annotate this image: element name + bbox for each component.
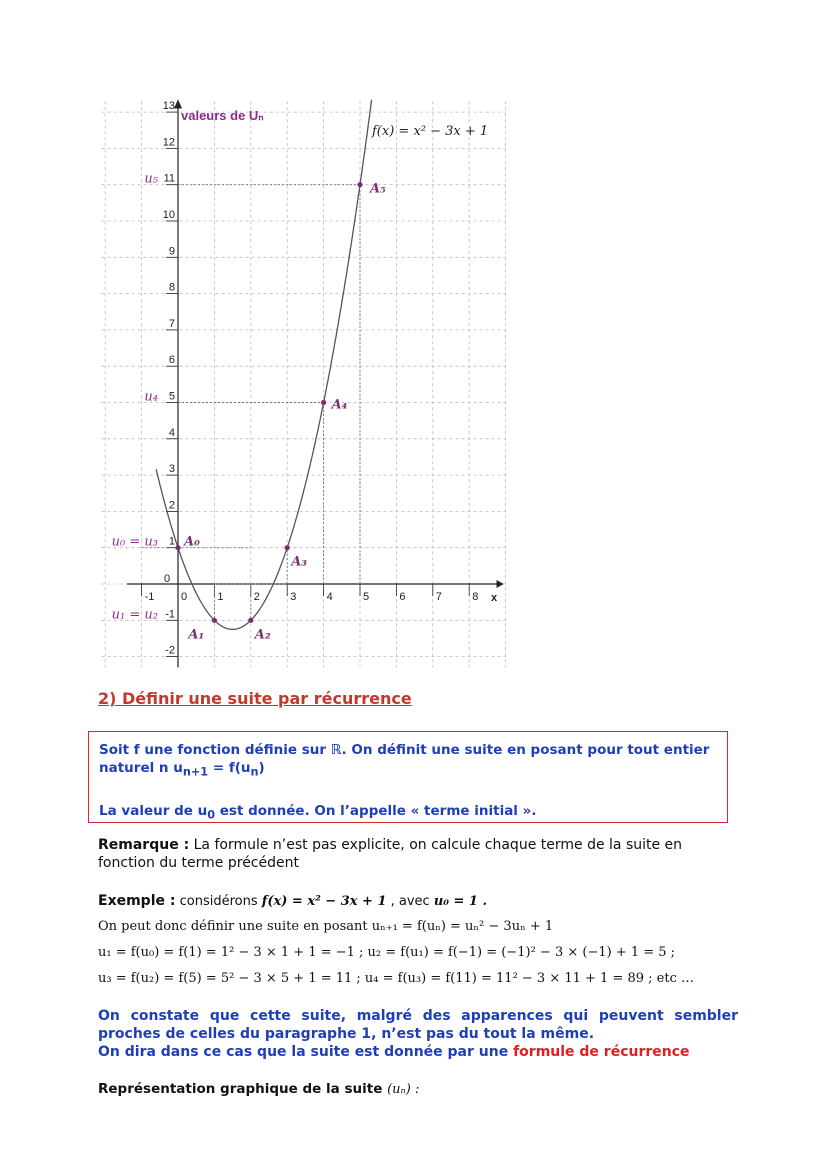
definition-text: Soit f une fonction définie sur ℝ. On définit une suite en posant pour tout entier naturel n u	[99, 742, 710, 776]
observation-conclusion: On dira dans ce cas que la suite est donnée par une formule de récurrence	[98, 1044, 690, 1060]
sequence-value-label: u₅	[144, 171, 158, 187]
y-tick-label: 1	[168, 535, 175, 548]
y-tick-label: 7	[168, 317, 175, 330]
point-A4	[321, 400, 326, 405]
definition-line-2: La valeur de $u_0$ est donnée. On l’appelle « terme initial ».	[99, 802, 537, 822]
y-tick-label: 6	[168, 354, 175, 367]
point-A2	[248, 618, 253, 623]
y-tick-label: 9	[168, 245, 175, 258]
y-tick-label: 11	[163, 172, 175, 185]
definition-box	[88, 731, 728, 823]
grid	[102, 101, 506, 667]
x-tick-label: 3	[290, 591, 297, 603]
x-tick-label: 8	[472, 591, 479, 603]
x-tick-label: 7	[435, 591, 442, 603]
function-curve	[156, 100, 371, 630]
y-tick-label: -2	[165, 644, 175, 657]
point-A5	[357, 182, 362, 187]
graph-representation-heading: Représentation graphique de la suite (uₙ) :	[98, 1081, 420, 1097]
function-label: f(x) = x² − 3x + 1	[372, 124, 489, 139]
point-label-A1: A₁	[188, 627, 205, 643]
chart-title: valeurs de Uₙ	[181, 108, 264, 123]
point-label-A2: A₂	[254, 627, 271, 643]
point-A1	[212, 618, 217, 623]
definition-formula-line: On peut donc définir une suite en posant uₙ₊₁ = f(uₙ) = uₙ² − 3uₙ + 1	[98, 919, 554, 934]
y-tick-label: 13	[162, 100, 175, 113]
y-tick-label: 0	[164, 573, 171, 585]
remark: Remarque : La formule n’est pas explicite, on calcule chaque terme de la suite en fonction du terme précédent	[98, 837, 683, 871]
x-axis-label: x	[491, 592, 498, 604]
section-title: 2) Définir une suite par récurrence	[98, 689, 412, 708]
sequence-value-label: u₄	[144, 389, 158, 405]
point-label-A4: A₄	[331, 397, 348, 413]
sequence-value-label: u₁ = u₂	[111, 607, 158, 623]
x-tick-label: 2	[253, 591, 260, 603]
y-tick-label: 5	[168, 390, 175, 403]
point-label-A5: A₅	[370, 181, 386, 197]
point-A3	[285, 545, 290, 550]
y-tick-label: 12	[162, 136, 175, 149]
definition-line-1: Soit f une fonction définie sur ℝ. On définit une suite en posant pour tout entier naturel n $u_{n+1} = f(u_n)$	[99, 742, 710, 779]
y-tick-label: 2	[168, 499, 175, 512]
terms-line-1: u₁ = f(u₀) = f(1) = 1² − 3 × 1 + 1 = −1 ; u₂ = f(u₁) = f(−1) = (−1)² − 3 × (−1) + 1 = 5 ;	[98, 945, 676, 960]
point-A0	[175, 545, 180, 550]
sequence-value-label: u₀ = u₃	[111, 534, 158, 550]
x-tick-label: 4	[326, 591, 333, 603]
tick-labels	[112, 100, 498, 657]
x-tick-label: 0	[181, 591, 188, 603]
x-tick-label: 1	[217, 591, 224, 603]
x-axis-arrow	[497, 580, 504, 588]
point-label-A0: A₀	[184, 534, 200, 550]
y-tick-label: 3	[168, 463, 175, 476]
point-label-A3: A₃	[291, 554, 307, 570]
x-tick-label: 5	[363, 591, 370, 603]
sequence-points	[175, 182, 386, 643]
example-line: Exemple : considérons f(x) = x² − 3x + 1 , avec u₀ = 1 .	[98, 893, 488, 909]
y-tick-label: 8	[168, 281, 175, 294]
y-tick-label: -1	[165, 608, 175, 621]
x-tick-label: -1	[144, 591, 155, 603]
y-tick-label: 4	[168, 426, 175, 439]
terms-line-2: u₃ = f(u₂) = f(5) = 5² − 3 × 5 + 1 = 11 ; u₄ = f(u₃) = f(11) = 11² − 3 × 11 + 1 = 89 ; etc …	[98, 971, 695, 986]
y-tick-label: 10	[162, 209, 175, 221]
x-tick-label: 6	[399, 591, 406, 603]
observation-text: On constate que cette suite, malgré des apparences qui peuvent sembler proches de celles du paragraphe 1, n’est pas du tout la même.	[98, 1008, 738, 1042]
